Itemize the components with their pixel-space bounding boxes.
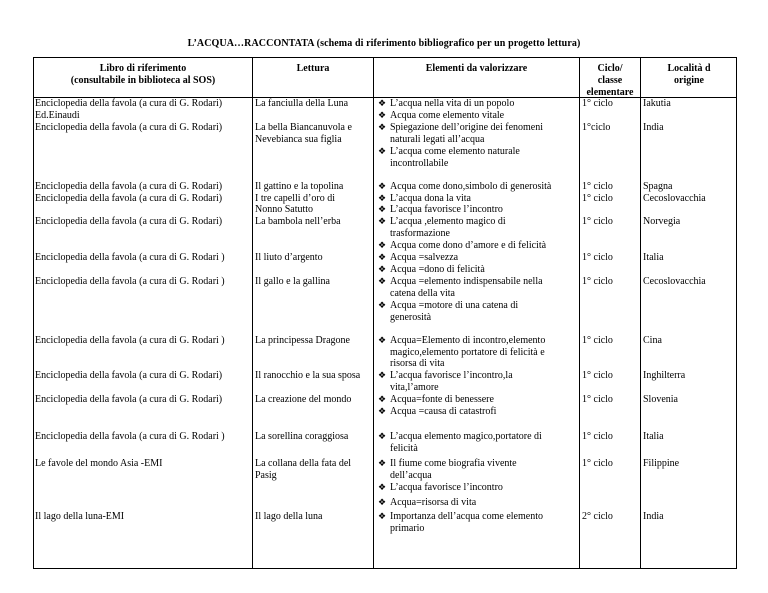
bullet-icon: ❖ xyxy=(378,482,387,492)
reading-cell: La bambola nell’erba xyxy=(255,216,341,227)
bullet-icon: ❖ xyxy=(378,204,387,214)
origin-cell: Inghilterra xyxy=(643,370,686,381)
cycle-cell: 1°ciclo xyxy=(582,122,611,133)
reading-cell: La creazione del mondo xyxy=(255,394,352,405)
reading-cell: La fanciulla della Luna xyxy=(255,98,349,109)
element-item: ❖ Acqua come dono,simbolo di generosità xyxy=(378,181,552,192)
element-item: ❖ L’acqua favorisce l’incontro,la xyxy=(378,370,513,381)
origin-cell: Norvegia xyxy=(643,216,681,227)
book-cell: Ed.Einaudi xyxy=(35,110,80,121)
reading-cell: La collana della fata del xyxy=(255,458,352,469)
origin-cell: Cecoslovacchia xyxy=(643,193,706,204)
element-item: ❖ Acqua =motore di una catena di xyxy=(378,300,519,311)
book-cell: Enciclopedia della favola (a cura di G. Rodari) xyxy=(35,98,223,109)
bullet-icon: ❖ xyxy=(378,98,387,108)
bullet-icon: ❖ xyxy=(378,110,387,120)
reading-cell: Il lago della luna xyxy=(255,511,323,522)
bullet-icon: ❖ xyxy=(378,458,387,468)
element-item: ❖ L’acqua favorisce l’incontro xyxy=(378,482,503,493)
reading-cell: Pasig xyxy=(255,470,277,481)
bullet-icon: ❖ xyxy=(378,146,387,156)
element-item: ❖ Il fiume come biografia vivente xyxy=(378,458,517,469)
header-libro: Libro di riferimento (consultabile in biblioteca al SOS) xyxy=(70,63,216,86)
book-cell: Enciclopedia della favola (a cura di G. Rodari ) xyxy=(35,335,225,346)
element-item: ❖ Acqua =dono di felicità xyxy=(378,264,485,275)
cycle-cell: 1° ciclo xyxy=(582,276,613,287)
cycle-cell: 1° ciclo xyxy=(582,181,613,192)
origin-cell: Filippine xyxy=(643,458,680,469)
header-ciclo: Ciclo/ classe elementare xyxy=(586,63,634,98)
element-item-continuation: generosità xyxy=(390,312,432,323)
book-cell: Enciclopedia della favola (a cura di G. Rodari) xyxy=(35,216,223,227)
bullet-icon: ❖ xyxy=(378,511,387,521)
element-item-continuation: trasformazione xyxy=(390,228,450,239)
book-cell: Enciclopedia della favola (a cura di G. Rodari) xyxy=(35,193,223,204)
cycle-cell: 1° ciclo xyxy=(582,335,613,346)
reading-cell: Il ranocchio e la sua sposa xyxy=(255,370,361,381)
element-item-continuation: felicità xyxy=(390,443,418,454)
reading-cell: Il gallo e la gallina xyxy=(255,276,330,287)
book-cell: Enciclopedia della favola (a cura di G. Rodari ) xyxy=(35,431,225,442)
bullet-icon: ❖ xyxy=(378,276,387,286)
element-item: ❖ Importanza dell’acqua come elemento xyxy=(378,511,543,522)
reading-cell: Nonno Satutto xyxy=(255,204,314,215)
bullet-icon: ❖ xyxy=(378,216,387,226)
element-item-continuation: naturali legati all’acqua xyxy=(390,134,485,145)
document-title: L’ACQUA…RACCONTATA (schema di riferimento bibliografico per un progetto lettura) xyxy=(187,38,581,49)
element-item-continuation: vita,l’amore xyxy=(390,382,439,393)
book-cell: Il lago della luna-EMI xyxy=(35,511,125,522)
element-item: ❖ Acqua =salvezza xyxy=(378,252,459,263)
book-cell: Enciclopedia della favola (a cura di G. Rodari) xyxy=(35,394,223,405)
origin-cell: Cina xyxy=(643,335,662,346)
origin-cell: Iakutia xyxy=(643,98,671,109)
element-item: ❖ Spiegazione dell’origine dei fenomeni xyxy=(378,122,544,133)
bullet-icon: ❖ xyxy=(378,193,387,203)
origin-cell: Cecoslovacchia xyxy=(643,276,706,287)
column-divider xyxy=(373,57,374,569)
element-item: ❖ L’acqua ,elemento magico di xyxy=(378,216,506,227)
bullet-icon: ❖ xyxy=(378,300,387,310)
bullet-icon: ❖ xyxy=(378,181,387,191)
origin-cell: India xyxy=(643,511,664,522)
element-item-continuation: catena della vita xyxy=(390,288,455,299)
bullet-icon: ❖ xyxy=(378,431,387,441)
origin-cell: Italia xyxy=(643,431,664,442)
origin-cell: Slovenia xyxy=(643,394,678,405)
cycle-cell: 1° ciclo xyxy=(582,98,613,109)
reading-cell: La principessa Dragone xyxy=(255,335,350,346)
origin-cell: Spagna xyxy=(643,181,673,192)
element-item-continuation: magico,elemento portatore di felicità e xyxy=(390,347,545,358)
bullet-icon: ❖ xyxy=(378,335,387,345)
bullet-icon: ❖ xyxy=(378,122,387,132)
reading-cell: La sorellina coraggiosa xyxy=(255,431,349,442)
book-cell: Enciclopedia della favola (a cura di G. Rodari) xyxy=(35,122,223,133)
bullet-icon: ❖ xyxy=(378,252,387,262)
header-lettura: Lettura xyxy=(296,63,330,74)
element-item-continuation: risorsa di vita xyxy=(390,358,445,369)
book-cell: Enciclopedia della favola (a cura di G. Rodari) xyxy=(35,181,223,192)
column-divider xyxy=(640,57,641,569)
element-item: ❖ Acqua =causa di catastrofi xyxy=(378,406,497,417)
element-item: ❖ Acqua=fonte di benessere xyxy=(378,394,494,405)
element-item-continuation: incontrollabile xyxy=(390,158,449,169)
reading-cell: La bella Biancanuvola e xyxy=(255,122,352,133)
book-cell: Enciclopedia della favola (a cura di G. Rodari) xyxy=(35,370,223,381)
reading-cell: Nevebianca sua figlia xyxy=(255,134,342,145)
origin-cell: Italia xyxy=(643,252,664,263)
element-item: ❖ L’acqua dona la vita xyxy=(378,193,471,204)
cycle-cell: 1° ciclo xyxy=(582,370,613,381)
cycle-cell: 1° ciclo xyxy=(582,193,613,204)
cycle-cell: 2° ciclo xyxy=(582,511,613,522)
book-cell: Enciclopedia della favola (a cura di G. Rodari ) xyxy=(35,276,225,287)
column-divider xyxy=(252,57,253,569)
cycle-cell: 1° ciclo xyxy=(582,394,613,405)
element-item-continuation: primario xyxy=(390,523,425,534)
element-item: ❖ L’acqua elemento magico,portatore di xyxy=(378,431,542,442)
reading-cell: I tre capelli d’oro di xyxy=(255,193,335,204)
element-item: ❖ L’acqua favorisce l’incontro xyxy=(378,204,503,215)
element-item: ❖ L’acqua nella vita di un popolo xyxy=(378,98,515,109)
origin-cell: India xyxy=(643,122,664,133)
element-item: ❖ Acqua come dono d’amore e di felicità xyxy=(378,240,547,251)
reading-cell: Il liuto d’argento xyxy=(255,252,323,263)
bullet-icon: ❖ xyxy=(378,497,387,507)
element-item: ❖ Acqua=risorsa di vita xyxy=(378,497,477,508)
bullet-icon: ❖ xyxy=(378,240,387,250)
reading-cell: Il gattino e la topolina xyxy=(255,181,344,192)
bullet-icon: ❖ xyxy=(378,264,387,274)
header-localita: Località d origine xyxy=(667,63,711,86)
element-item: ❖ Acqua=Elemento di incontro,elemento xyxy=(378,335,546,346)
bullet-icon: ❖ xyxy=(378,406,387,416)
book-cell: Enciclopedia della favola (a cura di G. Rodari ) xyxy=(35,252,225,263)
bullet-icon: ❖ xyxy=(378,394,387,404)
element-item: ❖ Acqua come elemento vitale xyxy=(378,110,505,121)
book-cell: Le favole del mondo Asia -EMI xyxy=(35,458,163,469)
cycle-cell: 1° ciclo xyxy=(582,458,613,469)
cycle-cell: 1° ciclo xyxy=(582,252,613,263)
element-item: ❖ L’acqua come elemento naturale xyxy=(378,146,520,157)
header-elementi: Elementi da valorizzare xyxy=(425,63,528,74)
cycle-cell: 1° ciclo xyxy=(582,431,613,442)
element-item: ❖ Acqua =elemento indispensabile nella xyxy=(378,276,543,287)
column-divider xyxy=(579,57,580,569)
element-item-continuation: dell’acqua xyxy=(390,470,432,481)
cycle-cell: 1° ciclo xyxy=(582,216,613,227)
bullet-icon: ❖ xyxy=(378,370,387,380)
